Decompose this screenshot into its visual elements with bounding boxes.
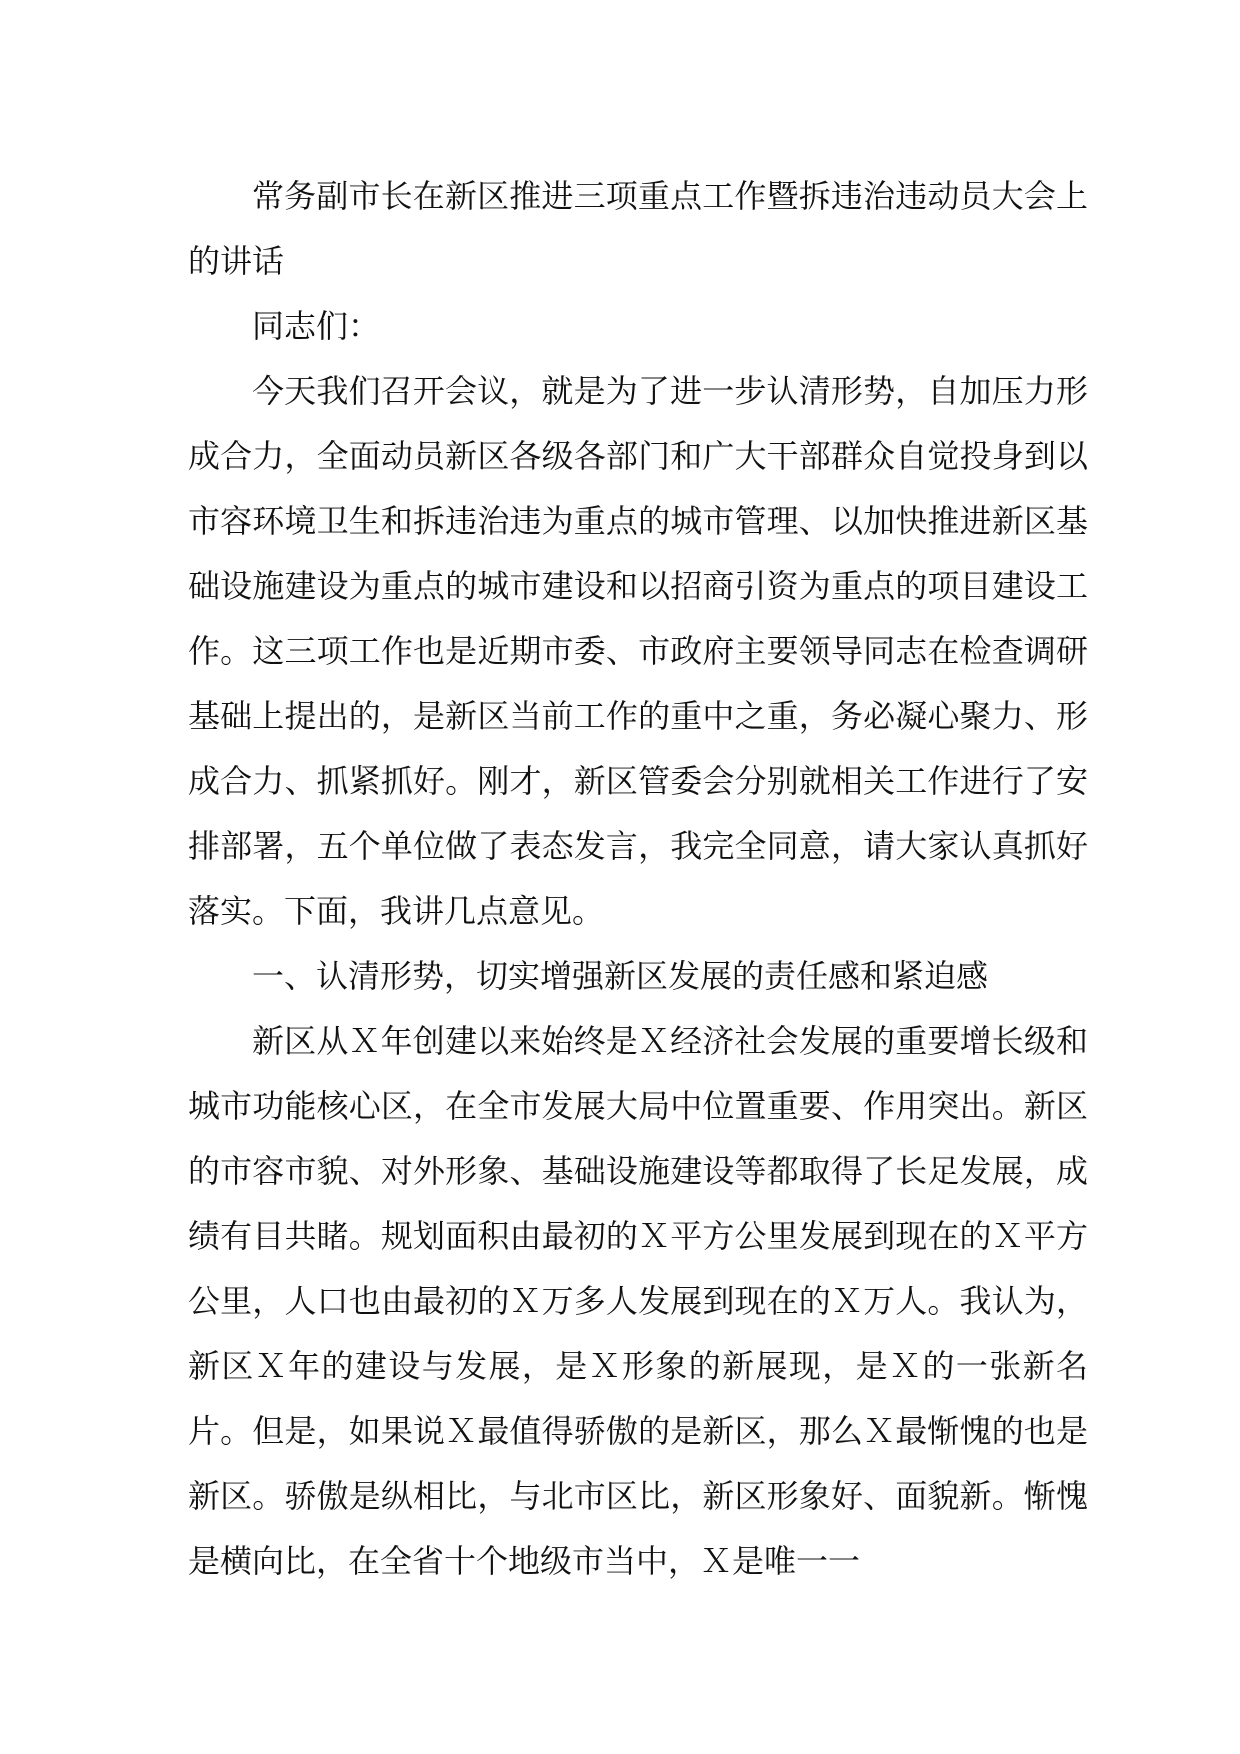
section-heading-1: 一、认清形势，切实增强新区发展的责任感和紧迫感: [252, 957, 989, 995]
paragraph-section-1: 新区从Ｘ年创建以来始终是Ｘ经济社会发展的重要增长级和城市功能核心区，在全市发展大局中位置重要、作用突出。新区的市容市貌、对外形象、基础设施建设等都取得了长足发展，成绩有目共睹。规划面积由最初的Ｘ平方公里发展到现在的Ｘ平方公里，人口也由最初的Ｘ万多人发展到现在的Ｘ万人。我认为，新区Ｘ年的建设与发展，是Ｘ形象的新展现，是Ｘ的一张新名片。但是，如果说Ｘ最值得骄傲的是新区，那么Ｘ最惭愧的也是新区。骄傲是纵相比，与北市区比，新区形象好、面貌新。惭愧是横向比，在全省十个地级市当中，Ｘ是唯一一: [188, 1022, 1088, 1580]
salutation: 同志们：: [252, 307, 381, 345]
document-page: [188, 164, 1088, 1594]
document-title: 常务副市长在新区推进三项重点工作暨拆违治违动员大会上的讲话: [188, 177, 1088, 280]
paragraph-intro: 今天我们召开会议，就是为了进一步认清形势，自加压力形成合力，全面动员新区各级各部门和广大干部群众自觉投身到以市容环境卫生和拆违治违为重点的城市管理、以加快推进新区基础设施建设为重点的城市建设和以招商引资为重点的项目建设工作。这三项工作也是近期市委、市政府主要领导同志在检查调研基础上提出的，是新区当前工作的重中之重，务必凝心聚力、形成合力、抓紧抓好。刚才，新区管委会分别就相关工作进行了安排部署，五个单位做了表态发言，我完全同意，请大家认真抓好落实。下面，我讲几点意见。: [188, 372, 1088, 930]
